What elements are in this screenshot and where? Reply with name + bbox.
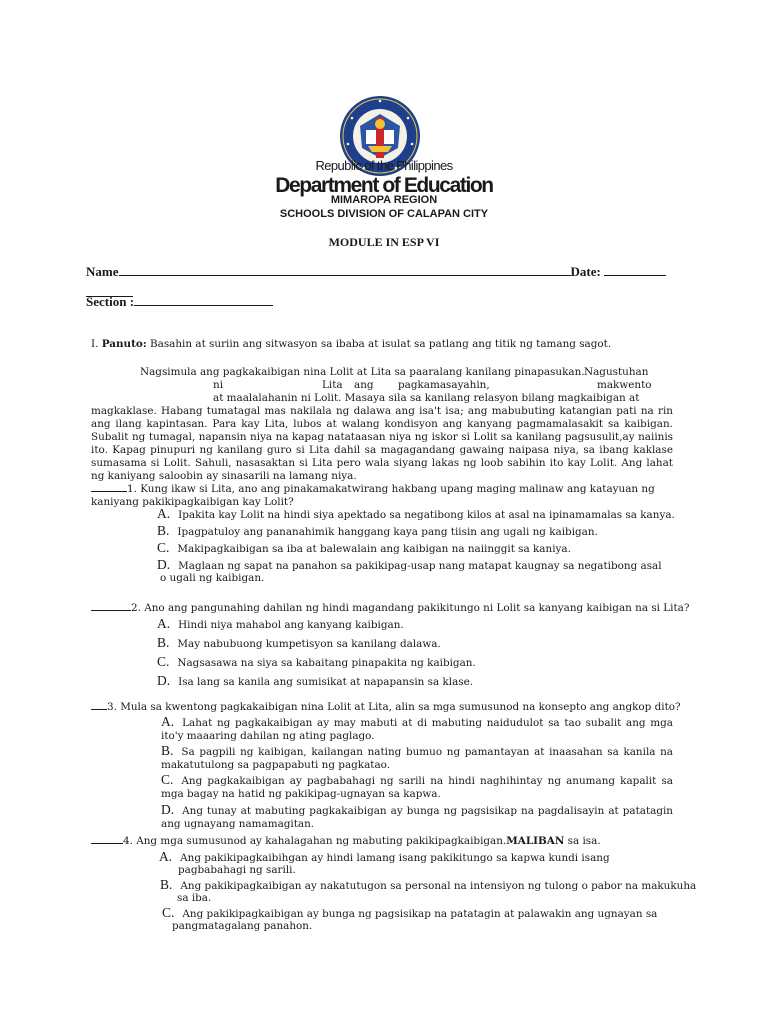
option-letter: A.	[157, 616, 171, 631]
department-heading: Department of Education	[275, 174, 493, 197]
passage-line-1a: Nagsimula ang pagkakaibigan nina Lolit at Lita sa paaralang kanilang pinapasukan.	[140, 366, 585, 378]
option-letter: A.	[161, 714, 175, 729]
option-letter: D.	[157, 557, 171, 572]
module-title: MODULE IN ESP VI	[328, 235, 440, 249]
question-1-prompt: 1. Kung ikaw si Lita, ano ang pinakamakatwirang hakbang upang maging malinaw ang katayuan ng kaniyang pakikipagkaibigan kay Lolit?	[91, 483, 655, 508]
option-text: May nabubuong kumpetisyon sa kanilang dalawa.	[177, 638, 441, 650]
option-4b-continued: sa iba.	[177, 892, 212, 904]
question-3	[91, 699, 681, 714]
question-4-prompt: 4. Ang mga sumusunod ay kahalagahan ng mabuting pakikipagkaibigan.	[123, 835, 507, 847]
passage-line-2a: ni	[213, 379, 224, 391]
answer-blank-1[interactable]	[91, 481, 127, 492]
option-1a	[157, 507, 675, 522]
option-text: Ang tunay at mabuting pagkakaibigan ay bunga ng pagsisikap na pagdalisayin at patatagin ang ugnayang namamagitan.	[161, 805, 673, 830]
instructions-text: Basahin at suriin ang sitwasyon sa ibaba at isulat sa patlang ang titik ng tamang sagot.	[150, 338, 612, 350]
section-label: Section :	[86, 294, 135, 309]
option-letter: D.	[157, 673, 171, 688]
option-text: Isa lang sa kanila ang sumisikat at napapansin sa klase.	[178, 676, 474, 688]
option-1d	[157, 558, 662, 573]
division-heading: SCHOOLS DIVISION OF CALAPAN CITY	[279, 208, 489, 220]
option-text: Ipagpatuloy ang pananahimik hanggang kaya pang tiisin ang ugali ng kaibigan.	[177, 526, 598, 538]
option-3c	[161, 773, 673, 801]
question-4-emphasis: MALIBAN	[506, 835, 565, 847]
option-1b	[157, 524, 598, 539]
passage-line-3: at maalalahanin ni Lolit. Masaya sila sa kanilang relasyon bilang magkaibigan at	[213, 392, 640, 404]
instructions-number: I.	[91, 338, 99, 350]
option-letter: A.	[159, 849, 173, 864]
passage-line-1b: Nagustuhan	[584, 366, 649, 378]
passage-line-2d: pagkamasayahin,	[398, 379, 490, 391]
name-field-row	[86, 264, 666, 280]
option-3a	[161, 715, 673, 743]
section-field-row	[86, 294, 273, 310]
option-text: Hindi niya mahabol ang kanyang kaibigan.	[178, 619, 404, 631]
option-2b	[157, 636, 441, 651]
option-2d	[157, 674, 473, 689]
option-text: Ang pakikipagkaibigan ay nakatutugon sa personal na intensiyon ng tulong o pabor na makukuha	[180, 880, 697, 892]
passage-line-2b: Lita	[322, 379, 343, 391]
option-4c	[162, 906, 657, 921]
date-label: Date:	[570, 264, 601, 279]
question-2	[91, 600, 689, 615]
option-text: Maglaan ng sapat na panahon sa pakikipag-usap nang matapat kaugnay sa negatibong asal	[178, 560, 662, 572]
question-4	[91, 833, 601, 848]
option-text: Makipagkaibigan sa iba at balewalain ang kaibigan na naiinggit sa kaniya.	[177, 543, 571, 555]
option-1c	[157, 541, 571, 556]
option-letter: C.	[161, 772, 174, 787]
option-text: Ang pagkakaibigan ay pagbabahagi ng sarili na hindi naghihintay ng anumang kapalit sa mga bagay na hatid ng pakikipag-ugnayan sa kapwa.	[161, 775, 673, 800]
instructions	[91, 338, 611, 351]
option-text: Lahat ng pagkakaibigan ay may mabuti at di mabuting naidudulot sa tao subalit ang mga ito'y maaaring dahilan ng ating paglago.	[161, 717, 673, 742]
date-blank[interactable]	[604, 265, 666, 276]
answer-blank-3[interactable]	[91, 699, 107, 710]
passage-line-2e: makwento	[597, 379, 652, 391]
option-text: Ang pakikipagkaibihgan ay hindi lamang isang pakikitungo sa kapwa kundi isang	[180, 852, 610, 864]
passage-body: magkaklase. Habang tumatagal mas nakilala ng dalawa ang isa't isa; ang mabubuting katangian pati na rin ang ilang kapintasan. Para kay Lita, lubos at walang kondisyon ang kanyang pagmamalasakit sa kaibigan. Subalit ng tumagal, napansin niya na kapag natataasan niya ng iskor si Lolit sa kanilang pagsusulit,ay naiinis ito. Kapag pinupuri ng kanilang guro si Lita dahil sa magagandang gawaing naipasa niya, sa ibang kaklase sumasama si Lolit. Sahuli, nasasaktan si Lita pero wala siyang lakas ng loob sabihin ito kay Lolit. Ang lahat ng kaniyang saloobin ay sinasarili na lamang niya.	[91, 405, 673, 482]
option-letter: B.	[157, 523, 170, 538]
answer-blank-2[interactable]	[91, 600, 131, 611]
option-text: Nagsasawa na siya sa kabaitang pinapakita ng kaibigan.	[177, 657, 476, 669]
option-letter: B.	[157, 635, 170, 650]
option-letter: D.	[161, 802, 175, 817]
option-2a	[157, 617, 404, 632]
option-letter: C.	[162, 905, 175, 920]
question-4-prompt-end: sa isa.	[564, 835, 601, 847]
section-blank[interactable]	[134, 295, 273, 306]
option-2c	[157, 655, 476, 670]
option-4a	[159, 850, 610, 865]
option-letter: B.	[161, 743, 174, 758]
option-letter: C.	[157, 540, 170, 555]
option-1d-continued: o ugali ng kaibigan.	[160, 572, 265, 584]
option-3d	[161, 803, 673, 831]
option-3b	[161, 744, 673, 772]
option-4b	[160, 878, 696, 893]
option-letter: A.	[157, 506, 171, 521]
question-1	[91, 481, 673, 509]
passage-line-2c: ang	[354, 379, 374, 391]
option-letter: B.	[160, 877, 173, 892]
question-2-prompt: 2. Ano ang pangunahing dahilan ng hindi magandang pakikitungo ni Lolit sa kanyang kaibigan na si Lita?	[131, 602, 690, 614]
name-blank[interactable]	[119, 265, 571, 276]
answer-blank-4[interactable]	[91, 833, 123, 844]
option-text: Sa pagpili ng kaibigan, kailangan nating bumuo ng pamantayan at inaasahan sa kanila na makatutulong sa pagpapabuti ng pagkatao.	[161, 746, 673, 771]
republic-heading: Republic of the Philippines	[315, 158, 453, 173]
option-4a-continued: pagbabahagi ng sarili.	[178, 864, 296, 876]
option-letter: C.	[157, 654, 170, 669]
question-3-prompt: 3. Mula sa kwentong pagkakaibigan nina Lolit at Lita, alin sa mga sumusunod na konsepto ang angkop dito?	[107, 701, 681, 713]
region-heading: MIMAROPA REGION	[330, 194, 438, 206]
option-text: Ipakita kay Lolit na hindi siya apektado sa negatibong kilos at asal na ipinamamalas sa kanya.	[178, 509, 675, 521]
option-4c-continued: pangmatagalang panahon.	[172, 920, 313, 932]
name-label: Name	[86, 264, 119, 279]
option-text: Ang pakikipagkaibigan ay bunga ng pagsisikap na patatagin at palawakin ang ugnayan sa	[182, 908, 658, 920]
instructions-label: Panuto:	[101, 338, 147, 350]
